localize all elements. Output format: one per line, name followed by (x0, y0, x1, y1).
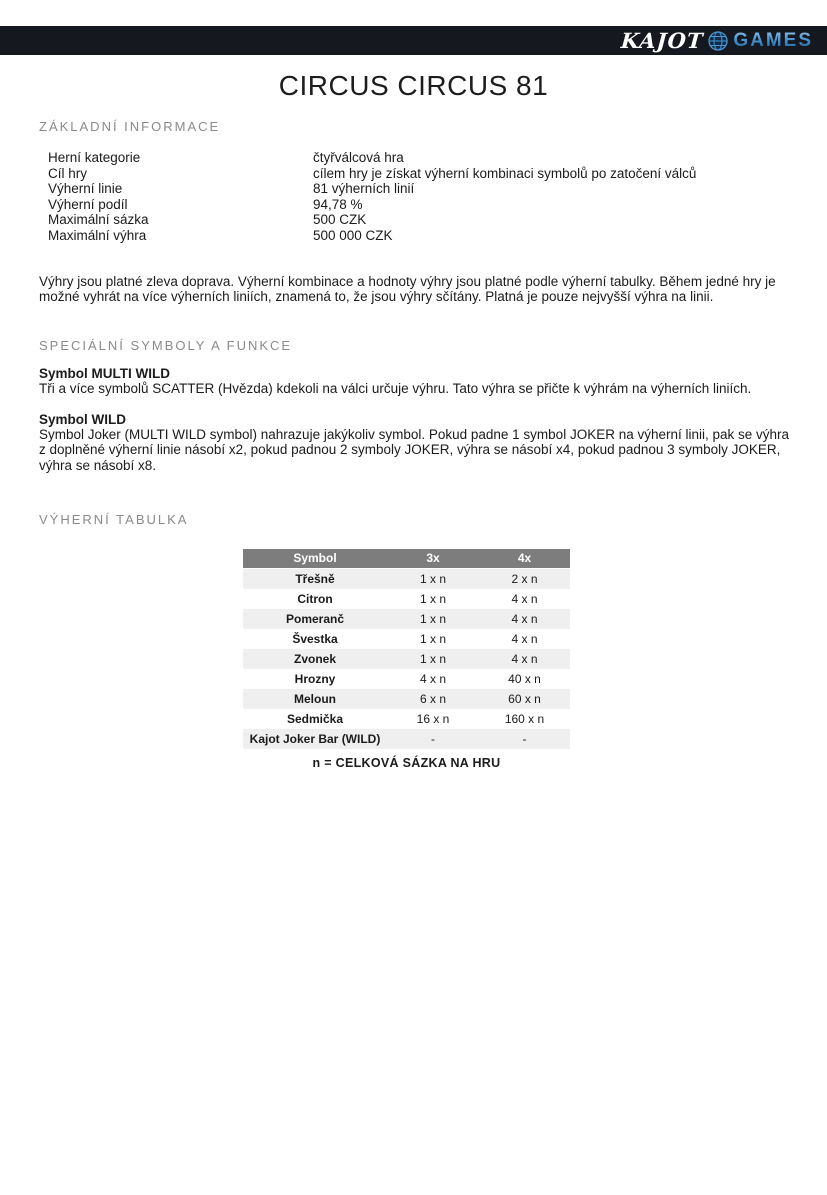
info-value: čtyřválcová hra (313, 150, 404, 165)
paytable (243, 549, 570, 749)
table-row (243, 709, 570, 729)
payout-cell: 1 x n (419, 611, 446, 626)
column-header: 4x (517, 550, 532, 565)
info-label: Výherní podíl (48, 196, 128, 212)
payout-cell: 4 x n (511, 591, 538, 606)
info-value: cílem hry je získat výherní kombinaci symbolů po zatočení válců (313, 165, 697, 181)
payout-cell: 4 x n (511, 651, 538, 666)
payout-cell: 16 x n (416, 711, 450, 726)
top-navbar (0, 26, 827, 55)
info-label: Maximální sázka (48, 212, 149, 228)
payout-cell: 160 x n (504, 711, 545, 726)
payout-cell: 2 x n (511, 571, 538, 586)
list-item (0, 166, 827, 182)
basic-info-list (0, 150, 827, 244)
list-item (0, 228, 827, 244)
list-item (0, 181, 827, 197)
games-wordmark: GAMES (733, 30, 813, 51)
table-row (243, 729, 570, 749)
payout-cell: - (522, 731, 527, 746)
info-label: Herní kategorie (48, 150, 141, 165)
section-heading-basic-info: ZÁKLADNÍ INFORMACE (39, 119, 221, 134)
info-label: Maximální výhra (48, 227, 147, 243)
payout-cell: 4 x n (419, 671, 446, 686)
payout-cell: 1 x n (419, 631, 446, 646)
kajot-games-logo (621, 30, 813, 51)
symbol-name-cell: Pomeranč (285, 611, 345, 626)
table-row (243, 609, 570, 629)
list-item (0, 150, 827, 166)
payout-cell: 40 x n (508, 671, 541, 686)
payout-cell: 1 x n (419, 571, 446, 586)
info-value: 94,78 % (313, 196, 363, 212)
symbol-name-cell: Citron (297, 591, 333, 606)
payout-cell: - (431, 731, 435, 746)
section-heading-paytable: VÝHERNÍ TABULKA (39, 511, 189, 527)
list-item (0, 197, 827, 213)
info-value: 500 CZK (313, 212, 367, 228)
symbol-name-cell: Zvonek (293, 651, 336, 666)
symbol-block-title-wild: Symbol WILD (39, 411, 126, 427)
symbol-block-text-multi-wild: Tři a více symbolů SCATTER (Hvězda) kdekoli na válci určuje výhru. Tato výhra se přičte k výhrám na výherních liniích. (39, 381, 752, 397)
list-item (0, 212, 827, 228)
table-row (243, 649, 570, 669)
table-row (243, 589, 570, 609)
column-header: 3x (426, 550, 440, 565)
info-value: 81 výherních linií (313, 181, 415, 197)
symbol-name-cell: Hrozny (294, 671, 336, 686)
globe-icon (708, 31, 728, 51)
game-info-page (0, 26, 827, 1195)
info-label: Výherní linie (48, 181, 123, 197)
payout-cell: 60 x n (508, 691, 541, 706)
table-row (243, 629, 570, 649)
table-row (243, 689, 570, 709)
payout-cell: 1 x n (419, 591, 446, 606)
symbol-block-text-wild: Symbol Joker (MULTI WILD symbol) nahrazuje jakýkoliv symbol. Pokud padne 1 symbol JOKER na výherní linii, pak se výhra z doplněné výherní linie násobí x2, pokud padnou 2 symboly JOKER, výhra se násobí x4, pokud padnou 3 symboly JOKER, výhra se násobí x8. (39, 427, 790, 473)
symbol-name-cell: Třešně (295, 571, 335, 586)
payout-cell: 6 x n (419, 691, 446, 706)
rules-paragraph: Výhry jsou platné zleva doprava. Výherní kombinace a hodnoty výhry jsou platné podle výherní tabulky. Během jedné hry je možné vyhrát na více výherních liniích, znamená to, že jsou výhry sčítány. Platná je pouze nejvyšší výhra na linii. (39, 273, 776, 304)
page-title: CIRCUS CIRCUS 81 (278, 70, 549, 101)
table-row (243, 569, 570, 589)
section-heading-special-symbols: SPECIÁLNÍ SYMBOLY A FUNKCE (39, 338, 293, 354)
column-header: Symbol (293, 550, 337, 565)
symbol-name-cell: Sedmička (286, 711, 344, 726)
symbol-name-cell: Švestka (292, 631, 338, 646)
info-value: 500 000 CZK (313, 227, 393, 243)
info-label: Cíl hry (48, 165, 88, 181)
paytable-note: n = CELKOVÁ SÁZKA NA HRU (312, 755, 501, 770)
symbol-name-cell: Kajot Joker Bar (WILD) (249, 731, 381, 746)
kajot-wordmark: KAJOT (619, 28, 705, 53)
payout-cell: 4 x n (511, 631, 538, 646)
paytable-header-row (243, 549, 570, 568)
symbol-block-title-multi-wild: Symbol MULTI WILD (39, 366, 170, 382)
payout-cell: 4 x n (511, 611, 538, 626)
payout-cell: 1 x n (419, 651, 446, 666)
symbol-name-cell: Meloun (294, 691, 336, 706)
table-row (243, 669, 570, 689)
